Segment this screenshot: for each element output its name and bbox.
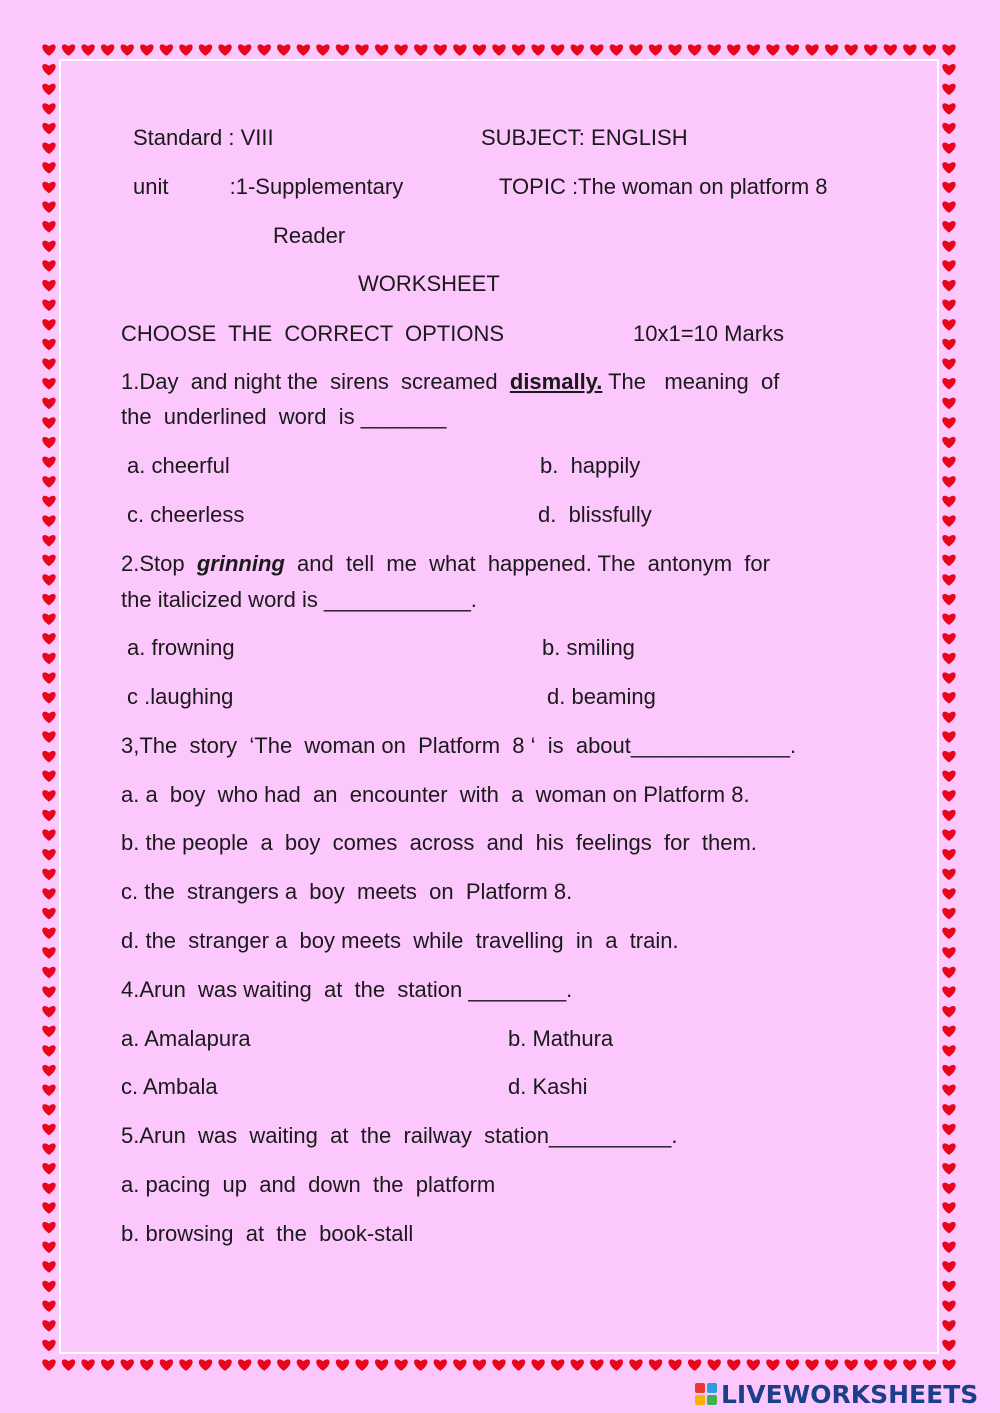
unit-label: unit :1-Supplementary [133, 174, 404, 199]
heart-icon [42, 44, 55, 55]
heart-icon [942, 731, 955, 742]
heart-icon [629, 44, 642, 55]
heart-icon [571, 44, 584, 55]
heart-icon [101, 44, 114, 55]
heart-icon [786, 44, 799, 55]
heart-icon [42, 496, 55, 507]
heart-icon [942, 810, 955, 821]
heart-icon [42, 613, 55, 624]
heart-icon [942, 339, 955, 350]
heart-icon [355, 1359, 368, 1370]
question-2-text-post: and tell me what happened. The antonym for [284, 551, 770, 576]
heart-icon [942, 1202, 955, 1213]
heart-icon [42, 1222, 55, 1233]
heart-icon [727, 1359, 740, 1370]
heart-icon [942, 1222, 955, 1233]
italicized-word: grinning [196, 551, 285, 576]
heart-icon [942, 378, 955, 389]
heart-icon [42, 1124, 55, 1135]
question-4-option-b[interactable]: b. Mathura [508, 1026, 614, 1051]
heart-icon [942, 64, 955, 75]
heart-icon [942, 241, 955, 252]
heart-icon [336, 1359, 349, 1370]
marks-label: 10x1=10 Marks [633, 321, 785, 346]
reader-label: Reader [273, 223, 346, 248]
question-1-option-d[interactable]: d. blissfully [538, 502, 652, 527]
heart-icon [942, 653, 955, 664]
heart-icon [355, 44, 368, 55]
heart-icon [42, 928, 55, 939]
heart-icon [903, 1359, 916, 1370]
question-1-option-b[interactable]: b. happily [540, 453, 641, 478]
heart-icon [942, 829, 955, 840]
question-5-option-b[interactable]: b. browsing at the book-stall [121, 1221, 414, 1246]
heart-icon [864, 44, 877, 55]
heart-icon [81, 1359, 94, 1370]
heart-icon [42, 221, 55, 232]
heart-icon [942, 908, 955, 919]
heart-icon [942, 201, 955, 212]
heart-icon [42, 869, 55, 880]
heart-icon [864, 1359, 877, 1370]
heart-icon [942, 496, 955, 507]
logo-text: LIVEWORKSHEETS [721, 1379, 979, 1409]
heart-icon [942, 888, 955, 899]
heart-icon [942, 437, 955, 448]
heart-icon [42, 1359, 55, 1370]
heart-icon [42, 535, 55, 546]
heart-icon [42, 1340, 55, 1351]
heart-icon [140, 44, 153, 55]
heart-icon [42, 986, 55, 997]
heart-icon [316, 44, 329, 55]
heart-icon [942, 594, 955, 605]
heart-icon [531, 44, 544, 55]
heart-icon [512, 1359, 525, 1370]
heart-icon [42, 162, 55, 173]
heart-icon [942, 1006, 955, 1017]
heart-icon [42, 908, 55, 919]
question-1-text-post: The meaning of [602, 369, 780, 394]
heart-icon [825, 1359, 838, 1370]
question-3-option-d[interactable]: d. the stranger a boy meets while travelling in a train. [121, 928, 679, 953]
heart-icon [42, 1183, 55, 1194]
heart-icon [942, 1183, 955, 1194]
heart-icon [805, 1359, 818, 1370]
heart-icon [42, 417, 55, 428]
heart-icon [571, 1359, 584, 1370]
question-1-option-a[interactable]: a. cheerful [127, 453, 230, 478]
heart-icon [62, 44, 75, 55]
heart-icon [942, 260, 955, 271]
heart-icon [179, 44, 192, 55]
heart-icon [42, 476, 55, 487]
heart-icon [42, 1026, 55, 1037]
heart-icon [942, 456, 955, 467]
heart-icon [199, 44, 212, 55]
heart-icon [42, 378, 55, 389]
heart-icon [394, 1359, 407, 1370]
heart-icon [42, 790, 55, 801]
heart-icon [766, 1359, 779, 1370]
heart-icon [42, 1045, 55, 1056]
heart-icon [42, 1320, 55, 1331]
heart-icon [610, 1359, 623, 1370]
heart-icon [786, 1359, 799, 1370]
heart-icon [942, 790, 955, 801]
heart-icon [688, 1359, 701, 1370]
question-1-line-1 [121, 368, 779, 396]
heart-icon [923, 44, 936, 55]
heart-icon [42, 280, 55, 291]
heart-icon [942, 712, 955, 723]
heart-icon [42, 731, 55, 742]
heart-icon [42, 1163, 55, 1174]
heart-icon [453, 44, 466, 55]
heart-icon [42, 810, 55, 821]
heart-icon [42, 888, 55, 899]
heart-icon [610, 44, 623, 55]
heart-icon [42, 1242, 55, 1253]
heart-icon [923, 1359, 936, 1370]
heart-icon [942, 555, 955, 566]
heart-icon [277, 1359, 290, 1370]
heart-icon [42, 358, 55, 369]
question-3-line-1: 3,The story ‘The woman on Platform 8 ‘ is about_____________. [121, 733, 797, 758]
heart-icon [42, 574, 55, 585]
heart-icon [492, 44, 505, 55]
heart-icon [414, 44, 427, 55]
heart-icon [512, 44, 525, 55]
heart-icon [668, 1359, 681, 1370]
heart-icon [297, 1359, 310, 1370]
heart-icon [160, 44, 173, 55]
instructions-title: CHOOSE THE CORRECT OPTIONS [121, 321, 505, 346]
heart-icon [121, 1359, 134, 1370]
heart-icon [42, 1006, 55, 1017]
heart-icon [688, 44, 701, 55]
heart-icon [297, 44, 310, 55]
heart-icon [942, 103, 955, 114]
heart-icon [414, 1359, 427, 1370]
heart-icon [375, 44, 388, 55]
heart-icon [942, 280, 955, 291]
heart-icon [42, 1300, 55, 1311]
heart-icon [160, 1359, 173, 1370]
question-4-option-a[interactable]: a. Amalapura [121, 1026, 251, 1051]
question-2-option-b[interactable]: b. smiling [542, 635, 635, 660]
heart-icon [42, 319, 55, 330]
heart-icon [942, 1340, 955, 1351]
heart-icon [629, 1359, 642, 1370]
heart-icon [942, 142, 955, 153]
heart-icon [942, 967, 955, 978]
heart-icon [844, 44, 857, 55]
heart-icon [942, 1143, 955, 1154]
heart-icon [884, 44, 897, 55]
heart-icon [884, 1359, 897, 1370]
question-3-option-b[interactable]: b. the people a boy comes across and his feelings for them. [121, 830, 757, 855]
heart-icon [42, 201, 55, 212]
heart-icon [942, 1104, 955, 1115]
question-3-option-a[interactable]: a. a boy who had an encounter with a woman on Platform 8. [121, 782, 750, 807]
heart-icon [844, 1359, 857, 1370]
logo-tiles-icon [695, 1383, 717, 1405]
question-4-option-d[interactable]: d. Kashi [508, 1074, 588, 1099]
heart-icon [42, 437, 55, 448]
liveworksheets-logo[interactable] [695, 1376, 978, 1412]
heart-icon [179, 1359, 192, 1370]
heart-icon [942, 1065, 955, 1076]
heart-icon [238, 1359, 251, 1370]
heart-icon [942, 574, 955, 585]
heart-icon [42, 751, 55, 762]
heart-icon [199, 1359, 212, 1370]
heart-icon [649, 44, 662, 55]
heart-icon [62, 1359, 75, 1370]
heart-icon [238, 44, 251, 55]
heart-icon [121, 44, 134, 55]
heart-icon [42, 1104, 55, 1115]
heart-icon [42, 633, 55, 644]
underlined-word: dismally. [509, 369, 603, 394]
question-2-text-pre: 2.Stop [121, 551, 197, 576]
question-3-option-c[interactable]: c. the strangers a boy meets on Platform 8. [121, 879, 573, 904]
heart-icon [942, 1281, 955, 1292]
heart-icon [942, 299, 955, 310]
heart-icon [942, 672, 955, 683]
heart-icon [942, 751, 955, 762]
question-2-option-a[interactable]: a. frowning [127, 635, 235, 660]
heart-icon [42, 1202, 55, 1213]
heart-icon [942, 417, 955, 428]
heart-icon [942, 476, 955, 487]
heart-icon [942, 928, 955, 939]
heart-icon [747, 1359, 760, 1370]
question-4-line-1: 4.Arun was waiting at the station ________. [121, 977, 573, 1002]
heart-icon [747, 44, 760, 55]
heart-icon [42, 515, 55, 526]
heart-icon [942, 692, 955, 703]
question-5-line-1: 5.Arun was waiting at the railway station__________. [121, 1123, 678, 1148]
heart-icon [42, 182, 55, 193]
heart-icon [708, 44, 721, 55]
question-2-option-d[interactable]: d. beaming [547, 684, 656, 709]
heart-icon [942, 1261, 955, 1272]
heart-icon [551, 1359, 564, 1370]
topic-label: TOPIC :The woman on platform 8 [499, 174, 828, 199]
heart-icon [42, 1281, 55, 1292]
heart-icon [42, 241, 55, 252]
heart-icon [473, 44, 486, 55]
heart-icon [316, 1359, 329, 1370]
heart-icon [42, 123, 55, 134]
heart-icon [42, 1085, 55, 1096]
question-4-option-c[interactable]: c. Ambala [121, 1074, 218, 1099]
heart-icon [42, 339, 55, 350]
heart-icon [277, 44, 290, 55]
heart-icon [42, 103, 55, 114]
heart-icon [942, 849, 955, 860]
heart-icon [42, 299, 55, 310]
question-2-line-2: the italicized word is ____________. [121, 587, 477, 612]
question-5-option-a[interactable]: a. pacing up and down the platform [121, 1172, 496, 1197]
heart-icon [101, 1359, 114, 1370]
heart-icon [42, 1261, 55, 1272]
heart-icon [42, 967, 55, 978]
heart-icon [42, 712, 55, 723]
heart-icon [218, 44, 231, 55]
heart-icon [434, 1359, 447, 1370]
heart-icon [531, 1359, 544, 1370]
heart-icon [42, 555, 55, 566]
heart-icon [942, 771, 955, 782]
worksheet-title: WORKSHEET [358, 271, 500, 296]
heart-icon [708, 1359, 721, 1370]
heart-icon [942, 986, 955, 997]
question-1-option-c[interactable]: c. cheerless [127, 502, 245, 527]
heart-icon [434, 44, 447, 55]
heart-icon [42, 672, 55, 683]
heart-icon [394, 44, 407, 55]
heart-icon [942, 1320, 955, 1331]
heart-icon [942, 1359, 955, 1370]
heart-icon [942, 358, 955, 369]
heart-icon [649, 1359, 662, 1370]
heart-icon [258, 1359, 271, 1370]
heart-icon [942, 1124, 955, 1135]
standard-label: Standard : VIII [133, 125, 274, 150]
heart-icon [942, 182, 955, 193]
heart-icon [942, 1242, 955, 1253]
heart-icon [942, 869, 955, 880]
heart-icon [42, 849, 55, 860]
heart-icon [942, 613, 955, 624]
heart-icon [942, 1300, 955, 1311]
heart-icon [942, 44, 955, 55]
heart-icon [375, 1359, 388, 1370]
heart-icon [942, 319, 955, 330]
subject-label: SUBJECT: ENGLISH [481, 125, 688, 150]
heart-icon [42, 398, 55, 409]
heart-icon [942, 162, 955, 173]
heart-icon [668, 44, 681, 55]
heart-icon [942, 947, 955, 958]
heart-icon [42, 260, 55, 271]
heart-icon [825, 44, 838, 55]
question-2-option-c[interactable]: c .laughing [127, 684, 234, 709]
heart-icon [942, 1085, 955, 1096]
heart-icon [140, 1359, 153, 1370]
heart-icon [942, 123, 955, 134]
heart-icon [942, 398, 955, 409]
heart-icon [942, 515, 955, 526]
heart-icon [942, 1026, 955, 1037]
heart-icon [42, 84, 55, 95]
heart-icon [218, 1359, 231, 1370]
heart-icon [42, 653, 55, 664]
heart-icon [492, 1359, 505, 1370]
heart-icon [473, 1359, 486, 1370]
heart-icon [81, 44, 94, 55]
question-1-line-2: the underlined word is _______ [121, 404, 447, 429]
heart-icon [453, 1359, 466, 1370]
question-2-line-1 [121, 550, 770, 578]
question-1-text-pre: 1.Day and night the sirens screamed [121, 369, 510, 394]
heart-icon [590, 1359, 603, 1370]
heart-icon [42, 1143, 55, 1154]
heart-icon [42, 947, 55, 958]
heart-icon [942, 535, 955, 546]
heart-icon [336, 44, 349, 55]
heart-icon [42, 771, 55, 782]
heart-icon [727, 44, 740, 55]
heart-icon [942, 1045, 955, 1056]
heart-icon [766, 44, 779, 55]
heart-icon [42, 1065, 55, 1076]
heart-icon [42, 594, 55, 605]
heart-icon [42, 456, 55, 467]
heart-icon [942, 633, 955, 644]
heart-icon [258, 44, 271, 55]
heart-icon [551, 44, 564, 55]
heart-icon [942, 1163, 955, 1174]
heart-icon [42, 692, 55, 703]
heart-icon [42, 142, 55, 153]
heart-icon [42, 829, 55, 840]
heart-icon [942, 84, 955, 95]
heart-icon [903, 44, 916, 55]
heart-icon [42, 64, 55, 75]
heart-icon [590, 44, 603, 55]
heart-icon [805, 44, 818, 55]
heart-icon [942, 221, 955, 232]
